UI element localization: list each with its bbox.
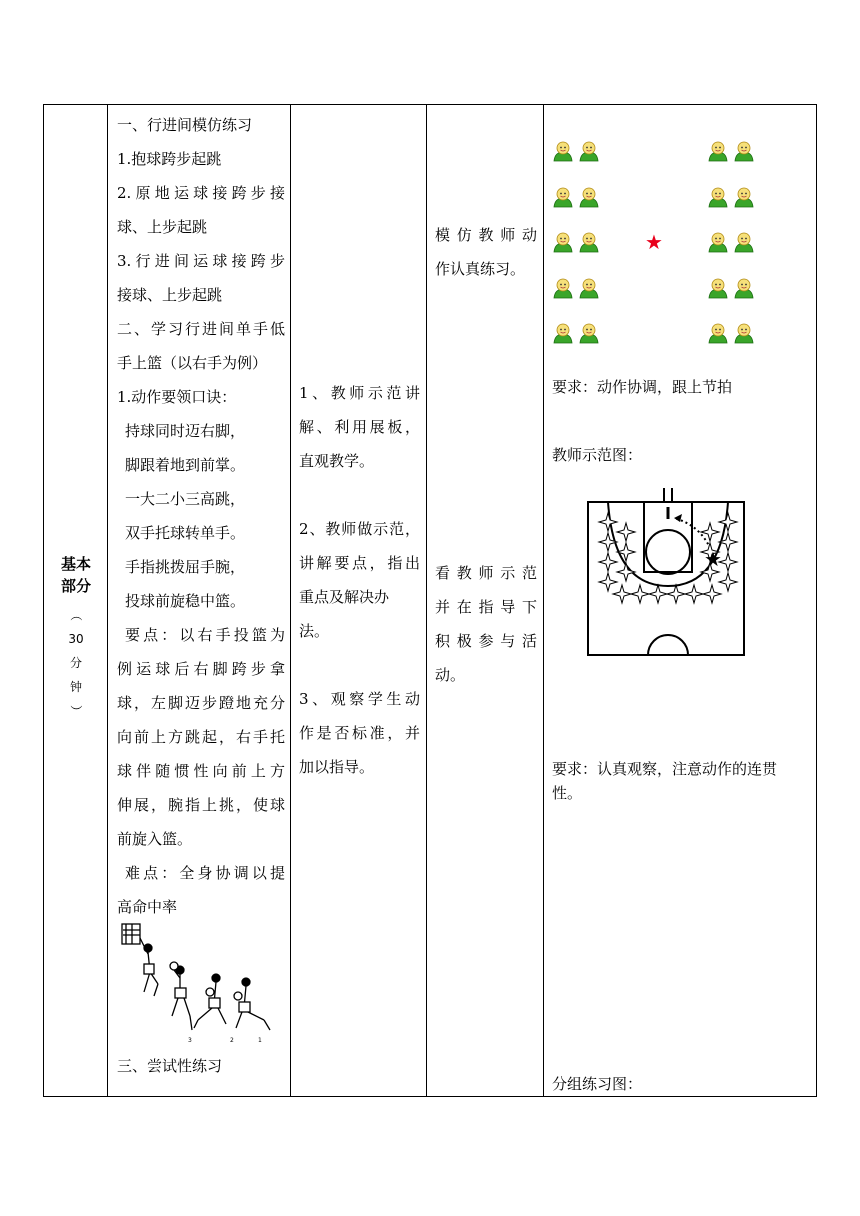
student-figure-icon	[707, 140, 729, 162]
player-leg	[144, 972, 150, 992]
teacher-line: 法。	[299, 622, 330, 640]
court-star-mark	[617, 543, 635, 561]
teacher-activity-cell	[291, 105, 427, 1096]
player-leg	[190, 1016, 192, 1030]
student-activity-cell	[427, 105, 544, 1096]
player-leg	[236, 1012, 242, 1028]
student-line: 看教师示范	[435, 564, 537, 582]
student-figure-icon	[552, 231, 574, 253]
center-circle-arc	[648, 635, 688, 655]
student-figure-icon	[578, 322, 600, 344]
content-line: 向前上方跳起，右手托	[117, 728, 285, 746]
court-star-mark	[617, 523, 635, 541]
content-line: 三、尝试性练习	[117, 1057, 223, 1075]
player-leg	[198, 1008, 212, 1020]
student-figure-icon	[552, 186, 574, 208]
section-label-line: 部分	[60, 577, 91, 595]
student-line: 作认真练习。	[435, 260, 526, 278]
teacher-line: 2、教师做示范，	[299, 520, 420, 538]
court-star-mark	[599, 553, 617, 571]
duration-unit: 分	[69, 656, 82, 670]
student-figure-icon	[578, 140, 600, 162]
teacher-line: 作是否标准，并	[299, 724, 420, 742]
student-figure-icon	[733, 322, 755, 344]
content-line: 前旋入篮。	[117, 830, 193, 848]
player-leg	[194, 1020, 198, 1028]
duration-number: 30	[68, 632, 84, 646]
figure-number: 1	[258, 1037, 262, 1044]
student-line: 积极参与活	[435, 632, 537, 650]
content-line: 脚跟着地到前掌。	[125, 456, 246, 474]
player-leg	[172, 998, 178, 1016]
player-leg	[184, 998, 190, 1016]
teacher-line: 直观教学。	[299, 452, 375, 470]
player-shorts	[209, 998, 220, 1008]
teacher-line: 重点及解决办	[299, 588, 390, 606]
court-star-mark	[617, 563, 635, 581]
court-star-mark	[631, 585, 649, 603]
content-line: 高命中率	[117, 898, 178, 916]
player-ball	[170, 962, 178, 970]
student-line: 并在指导下	[435, 598, 537, 616]
requirement-text: 要求：认真观察，注意动作的连贯	[552, 760, 778, 778]
player-head	[212, 974, 220, 982]
teacher-line: 讲解要点，指出	[299, 554, 420, 572]
court-star-mark	[667, 585, 685, 603]
student-figure-icon	[733, 231, 755, 253]
student-figure-icon	[552, 140, 574, 162]
section-duration	[44, 603, 108, 723]
content-line: 伸展，腕指上挑，使球	[117, 796, 285, 814]
free-throw-circle	[646, 530, 690, 574]
student-figure-icon	[578, 186, 600, 208]
content-line: 1.动作要领口诀：	[117, 388, 237, 406]
student-figure-icon	[578, 277, 600, 299]
student-line: 模仿教师动	[435, 226, 537, 244]
content-line: 例运球后右脚跨步拿	[117, 660, 285, 678]
court-star-mark	[613, 585, 631, 603]
content-line: 持球同时迈右脚，	[125, 422, 246, 440]
teacher-line: 解、利用展板，	[299, 418, 420, 436]
content-line: 一、行进间模仿练习	[117, 116, 253, 134]
group-diagram-title: 分组练习图：	[552, 1075, 643, 1093]
student-figure-icon	[707, 231, 729, 253]
duration-unit: 钟	[69, 680, 82, 694]
content-line: 3.行进间运球接跨步	[117, 252, 285, 270]
student-figure-icon	[552, 322, 574, 344]
student-figure-icon	[707, 186, 729, 208]
student-figure-icon	[733, 277, 755, 299]
section-label-line: 基本	[60, 555, 91, 573]
content-line: 投球前旋稳中篮。	[125, 592, 246, 610]
figure-number: 2	[230, 1037, 234, 1044]
requirement-text: 要求：动作协调，跟上节拍	[552, 378, 733, 396]
student-figure-icon	[552, 277, 574, 299]
demo-diagram-title: 教师示范图：	[552, 446, 643, 464]
content-cell	[108, 105, 291, 1096]
teacher-line: 3、观察学生动	[299, 690, 420, 708]
teacher-line: 加以指导。	[299, 758, 375, 776]
player-leg	[248, 1012, 264, 1020]
court-star-mark	[719, 573, 737, 591]
content-line: 手上篮（以右手为例）	[117, 354, 268, 372]
player-leg	[154, 984, 158, 996]
layup-sequence-illustration	[118, 920, 286, 1048]
content-line: 双手托球转单手。	[125, 524, 246, 542]
content-line: 2.原地运球接跨步接	[117, 184, 285, 202]
content-line: 球，左脚迈步蹬地充分	[117, 694, 285, 712]
teacher-line: 1、教师示范讲	[299, 384, 420, 402]
content-line: 手指挑拨屈手腕，	[125, 558, 246, 576]
content-line: 二、学习行进间单手低	[117, 320, 285, 338]
content-line: 接球、上步起跳	[117, 286, 223, 304]
player-leg	[264, 1020, 270, 1030]
court-star-mark	[703, 585, 721, 603]
player-ball	[206, 988, 214, 996]
figure-number: 3	[188, 1037, 192, 1044]
court-star-mark	[599, 533, 617, 551]
student-figure-icon	[707, 277, 729, 299]
content-line: 球、上步起跳	[117, 218, 208, 236]
court-star-mark	[599, 573, 617, 591]
court-star-mark	[719, 513, 737, 531]
formation-diagram	[544, 105, 817, 355]
formation-teacher-star-icon: ★	[645, 230, 663, 254]
student-line: 动。	[435, 666, 466, 684]
court-star-mark	[685, 585, 703, 603]
content-line: 难点：全身协调以提	[125, 864, 285, 882]
court-star-mark	[701, 523, 719, 541]
duration-close-paren: ）	[69, 704, 83, 717]
demo-player-star-icon: ★	[704, 547, 722, 571]
lesson-plan-table	[43, 104, 817, 1097]
hoop-backboard	[122, 924, 140, 944]
player-shorts	[175, 988, 186, 998]
content-line: 要点：以右手投篮为	[125, 626, 285, 644]
requirement-text: 性。	[552, 784, 583, 802]
student-figure-icon	[578, 231, 600, 253]
student-figure-icon	[733, 186, 755, 208]
court-star-mark	[649, 585, 667, 603]
content-line: 一大二小三高跳，	[125, 490, 246, 508]
player-shorts	[239, 1002, 250, 1012]
player-head	[242, 978, 250, 986]
court-star-mark	[599, 513, 617, 531]
organization-cell	[544, 105, 817, 1096]
player-shorts	[144, 964, 154, 974]
content-line: 球伴随惯性向前上方	[117, 762, 285, 780]
content-line: 1.抱球跨步起跳	[117, 150, 222, 168]
student-figure-icon	[707, 322, 729, 344]
player-ball	[234, 992, 242, 1000]
student-figure-icon	[733, 140, 755, 162]
duration-open-paren: （	[69, 608, 83, 621]
half-court-demo-diagram	[586, 486, 746, 662]
section-cell	[44, 105, 108, 1096]
player-leg	[218, 1008, 226, 1024]
